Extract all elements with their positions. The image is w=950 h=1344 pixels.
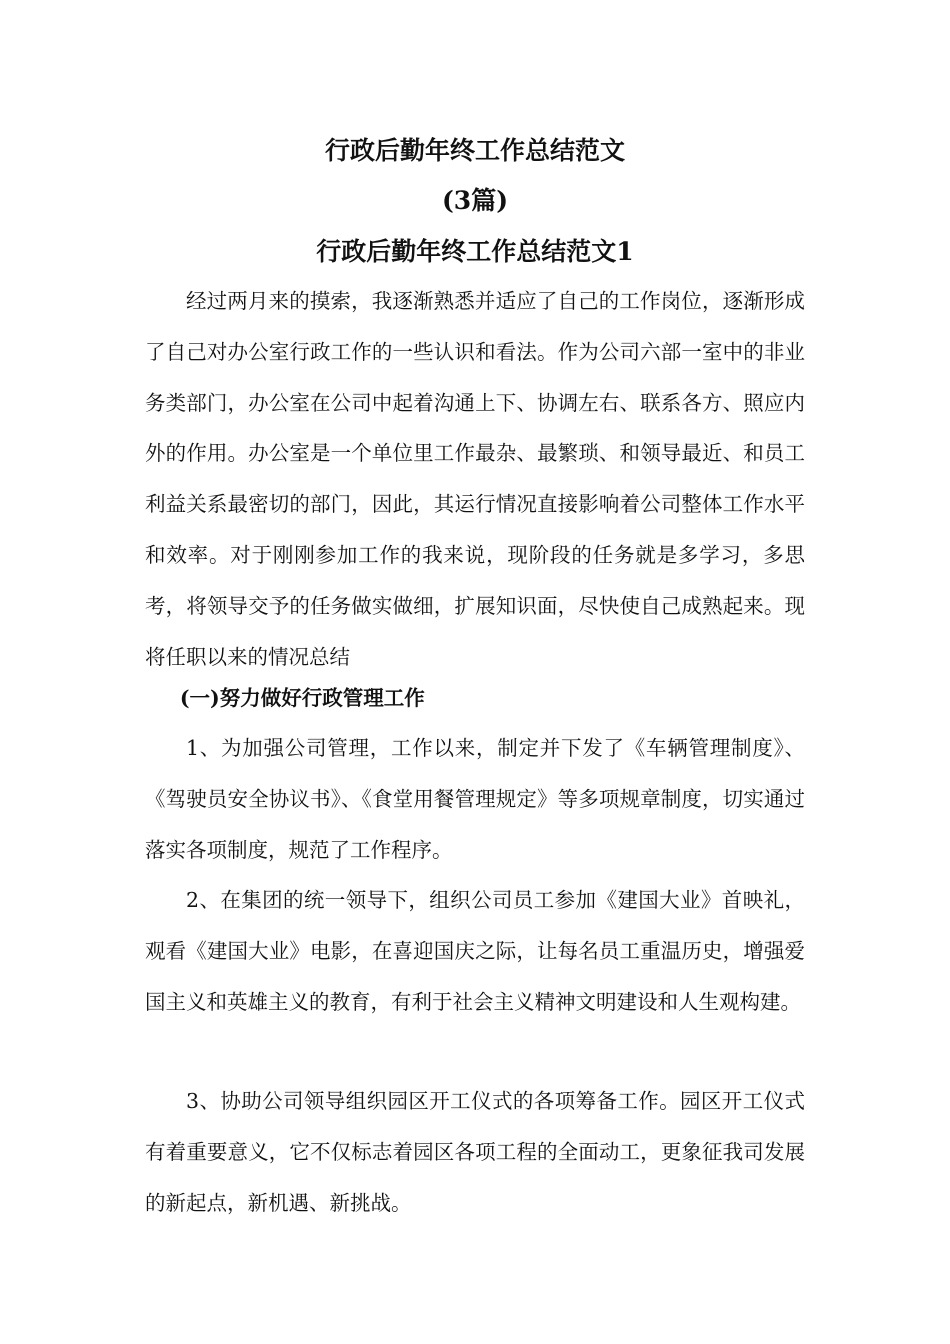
document-title: 行政后勤年终工作总结范文: [324, 136, 625, 165]
intro-paragraph: 经过两月来的摸索，我逐渐熟悉并适应了自己的工作岗位，逐渐形成了自己对办公室行政工作的一些认识和看法。作为公司六部一室中的非业务类部门，办公室在公司中起着沟通上下、协调左右、联系各方、照应内外的作用。办公室是一个单位里工作最杂、最繁琐、和领导最近、和员工利益关系最密切的部门，因此，其运行情况直接影响着公司整体工作水平和效率。对于刚刚参加工作的我来说，现阶段的任务就是多学习，多思考，将领导交予的任务做实做细，扩展知识面，尽快使自己成熟起来。现将任职以来的情况总结: [145, 289, 805, 669]
list-item: 3、协助公司领导组织园区开工仪式的各项筹备工作。园区开工仪式有着重要意义，它不仅标志着园区各项工程的全面动工，更象征我司发展的新起点，新机遇、新挑战。: [145, 1089, 805, 1215]
section-title: 行政后勤年终工作总结范文1: [316, 237, 634, 266]
section-heading: (一)努力做好行政管理工作: [179, 686, 425, 710]
list-item: 2、在集团的统一领导下，组织公司员工参加《建国大业》首映礼，观看《建国大业》电影，在喜迎国庆之际，让每名员工重温历史，增强爱国主义和英雄主义的教育，有利于社会主义精神文明建设和人生观构建。: [145, 888, 805, 1014]
document-subtitle: (3篇): [441, 186, 509, 215]
list-item: 1、为加强公司管理，工作以来，制定并下发了《车辆管理制度》、《驾驶员安全协议书》、《食堂用餐管理规定》等多项规章制度，切实通过落实各项制度，规范了工作程序。: [145, 736, 805, 862]
